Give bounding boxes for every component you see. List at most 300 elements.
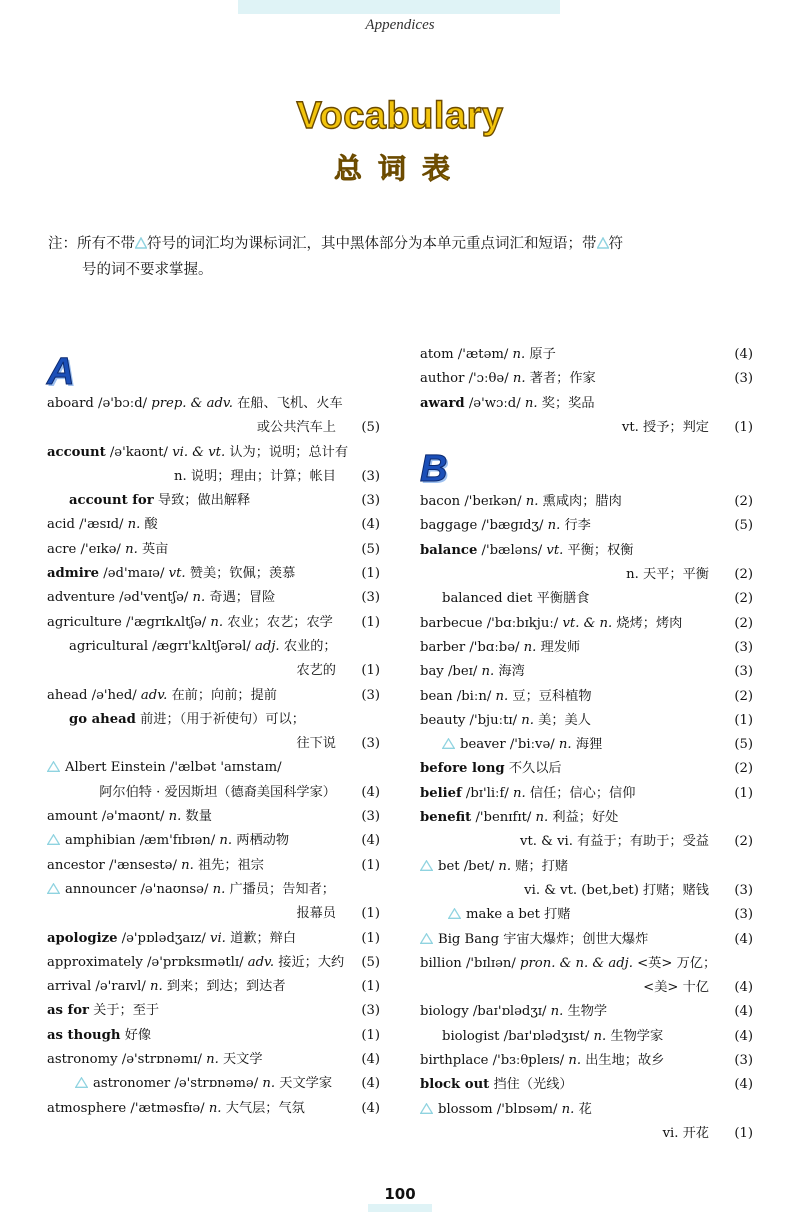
vocab-entry bbox=[47, 951, 380, 975]
entry-headword: Big Bang bbox=[438, 931, 500, 947]
vocab-entry bbox=[420, 1098, 753, 1122]
entry-definition: 生物学 bbox=[563, 1004, 608, 1020]
entry-pronunciation: /bɪ'liːf/ bbox=[461, 785, 509, 801]
entry-continuation-text: <美> 十亿 bbox=[643, 980, 709, 996]
entry-headword: baggage bbox=[420, 518, 478, 534]
vocab-entry bbox=[420, 587, 753, 611]
entry-continuation bbox=[47, 465, 380, 489]
entry-headword: Albert Einstein bbox=[65, 760, 166, 776]
vocab-entry bbox=[47, 878, 380, 902]
unit-number: (3) bbox=[734, 639, 753, 655]
entry-definition: 海狸 bbox=[571, 737, 603, 753]
entry-definition: 生物学家 bbox=[606, 1028, 664, 1044]
entry-pronunciation: /'ætəm/ bbox=[453, 347, 509, 362]
unit-number: (4) bbox=[361, 833, 380, 849]
entry-headword: barber bbox=[420, 639, 466, 655]
unit-number: (1) bbox=[361, 930, 380, 946]
entry-pronunciation: /ə'raɪvl/ bbox=[91, 979, 146, 995]
unit-number: (3) bbox=[734, 907, 753, 923]
entry-headword: belief bbox=[420, 785, 462, 801]
vocab-entry bbox=[47, 1024, 380, 1048]
entry-part-of-speech: n. bbox=[589, 1028, 607, 1044]
note-text-1: 注：所有不带 bbox=[48, 236, 135, 252]
entry-part-of-speech: pron. & n. & adj. bbox=[515, 955, 633, 971]
vocab-entry bbox=[47, 441, 380, 465]
entry-part-of-speech: adv. bbox=[243, 954, 275, 970]
vocab-entry bbox=[420, 757, 753, 781]
entry-headword: balance bbox=[420, 542, 478, 558]
entry-pronunciation: /ə'maʊnt/ bbox=[97, 809, 165, 825]
unit-number: (5) bbox=[361, 420, 380, 436]
running-header: Appendices bbox=[365, 17, 435, 33]
section-letter-b: B bbox=[420, 448, 448, 491]
unit-number: (4) bbox=[361, 1076, 380, 1092]
vocab-entry bbox=[420, 539, 753, 563]
entry-headword: astronomy bbox=[47, 1052, 118, 1068]
entry-part-of-speech: n. bbox=[120, 541, 138, 557]
entry-pronunciation: /'ɔːθə/ bbox=[464, 371, 509, 387]
entry-definition: 平衡膳食 bbox=[532, 591, 590, 607]
entry-pronunciation: /əd'ventʃə/ bbox=[114, 590, 189, 606]
vocab-entry bbox=[420, 733, 753, 757]
entry-headword: go ahead bbox=[69, 711, 136, 727]
entry-definition: 广播员；告知者； bbox=[225, 881, 335, 897]
entry-definition: 烧烤；烤肉 bbox=[612, 615, 683, 631]
entry-headword: adventure bbox=[47, 590, 115, 606]
note-paragraph bbox=[48, 231, 764, 283]
entry-headword: as for bbox=[47, 1003, 89, 1019]
vocab-entry bbox=[47, 829, 380, 853]
vocab-entry bbox=[47, 975, 380, 999]
entry-headword: acid bbox=[47, 517, 75, 533]
vocab-entry bbox=[47, 927, 380, 951]
vocab-entry bbox=[420, 343, 753, 367]
entry-part-of-speech: prep. & adv. bbox=[147, 396, 233, 411]
unit-number: (5) bbox=[361, 541, 380, 557]
vocab-entry bbox=[47, 635, 380, 659]
vocab-entry bbox=[420, 1025, 753, 1049]
entry-definition: 在前；向前；提前 bbox=[167, 687, 277, 703]
unit-number: (4) bbox=[734, 347, 753, 362]
entry-headword: arrival bbox=[47, 979, 92, 995]
entry-definition: 赞美；钦佩；羡慕 bbox=[185, 566, 296, 582]
entry-headword: admire bbox=[47, 566, 100, 582]
vocab-entry bbox=[420, 782, 753, 806]
vocab-entry bbox=[47, 538, 380, 562]
unit-number: (3) bbox=[734, 882, 753, 898]
entry-pronunciation: /bet/ bbox=[459, 858, 495, 874]
entry-pronunciation: /'blɒsəm/ bbox=[492, 1101, 558, 1117]
entry-part-of-speech: n. bbox=[206, 614, 224, 630]
entry-pronunciation: /'bɪlɪən/ bbox=[461, 955, 516, 971]
unit-number: (1) bbox=[361, 566, 380, 582]
entry-definition: 接近；大约 bbox=[274, 954, 345, 970]
entry-definition: 信任；信心；信仰 bbox=[525, 785, 636, 801]
unit-number: (5) bbox=[734, 737, 753, 753]
entry-part-of-speech: adv. bbox=[136, 687, 168, 703]
entry-definition: 熏咸肉；腊肉 bbox=[538, 494, 622, 510]
unit-number: (3) bbox=[361, 809, 380, 825]
triangle-icon bbox=[47, 761, 60, 772]
unit-number: (4) bbox=[361, 1052, 380, 1068]
entry-pronunciation: /ægrɪ'kʌltʃərəl/ bbox=[148, 638, 251, 654]
unit-number: (3) bbox=[734, 371, 753, 387]
entry-definition: 美；美人 bbox=[533, 712, 591, 728]
entry-part-of-speech: n. bbox=[491, 688, 509, 704]
entry-headword: as though bbox=[47, 1027, 121, 1043]
entry-continuation-text: 或公共汽车上 bbox=[256, 420, 336, 436]
entry-pronunciation: /'biːvə/ bbox=[505, 737, 555, 753]
triangle-icon bbox=[420, 860, 433, 871]
entry-continuation bbox=[420, 563, 753, 587]
vocab-entry bbox=[47, 805, 380, 829]
vocab-entry bbox=[47, 611, 380, 635]
vocab-entry bbox=[47, 684, 380, 708]
entry-part-of-speech: n. bbox=[519, 639, 537, 655]
entry-pronunciation: /'bæləns/ bbox=[477, 542, 543, 558]
entry-definition: 海湾 bbox=[494, 664, 525, 680]
entry-headword: bacon bbox=[420, 494, 461, 510]
entry-headword: astronomer bbox=[93, 1076, 171, 1092]
unit-number: (4) bbox=[361, 784, 380, 800]
entry-definition: 大气层；气氛 bbox=[221, 1100, 305, 1116]
unit-number: (3) bbox=[361, 736, 380, 752]
entry-part-of-speech: n. bbox=[201, 1052, 219, 1068]
triangle-icon bbox=[597, 237, 609, 249]
unit-number: (2) bbox=[734, 688, 753, 704]
entry-headword: agricultural bbox=[69, 638, 149, 654]
entry-definition: 平衡；权衡 bbox=[563, 542, 634, 558]
note-text-4: 号的词不要求掌握。 bbox=[82, 262, 213, 278]
entry-pronunciation: /ə'strɒnəmɪ/ bbox=[117, 1052, 202, 1068]
entry-headword: blossom bbox=[438, 1101, 493, 1117]
vocab-entry bbox=[420, 1000, 753, 1024]
entry-definition: 奖；奖品 bbox=[537, 395, 595, 411]
entry-headword: beauty bbox=[420, 712, 466, 728]
triangle-icon bbox=[442, 738, 455, 749]
entry-pronunciation: /baɪ'ɒlədʒɪ/ bbox=[468, 1004, 547, 1020]
entry-continuation bbox=[47, 732, 380, 756]
entry-definition: 行李 bbox=[560, 518, 591, 534]
entry-continuation bbox=[47, 781, 380, 805]
entry-part-of-speech: adj. bbox=[250, 638, 280, 654]
entry-part-of-speech: n. bbox=[123, 517, 141, 533]
entry-part-of-speech: n. bbox=[557, 1101, 575, 1117]
entry-pronunciation: /'bɜːθpleɪs/ bbox=[488, 1053, 565, 1069]
entry-pronunciation: /ə'wɔːd/ bbox=[464, 395, 521, 411]
entry-part-of-speech: vt. bbox=[164, 566, 186, 582]
vocab-entry bbox=[47, 756, 380, 780]
unit-number: (1) bbox=[361, 857, 380, 873]
entry-definition: 打赌 bbox=[539, 907, 571, 923]
entry-definition: 农业；农艺；农学 bbox=[223, 614, 333, 630]
triangle-icon bbox=[135, 237, 147, 249]
entry-headword: make a bet bbox=[466, 907, 540, 923]
vocab-entry bbox=[47, 999, 380, 1023]
triangle-icon bbox=[47, 883, 60, 894]
entry-continuation bbox=[47, 659, 380, 683]
entry-part-of-speech: n. bbox=[543, 518, 561, 534]
entry-part-of-speech: vi. bbox=[205, 930, 226, 946]
entry-headword: bet bbox=[438, 858, 460, 874]
entry-pronunciation: /biːn/ bbox=[452, 688, 492, 704]
unit-number: (2) bbox=[734, 834, 753, 850]
entry-pronunciation: /ə'hed/ bbox=[87, 687, 137, 703]
unit-number: (2) bbox=[734, 494, 753, 510]
entry-definition: 原子 bbox=[525, 347, 556, 362]
note-text-2: 符号的词汇均为课标词汇，其中黑体部分为本单元重点词汇和短语；带 bbox=[147, 236, 597, 252]
vocab-entry bbox=[420, 367, 753, 391]
vocab-entry bbox=[420, 952, 753, 976]
vocab-entry bbox=[47, 586, 380, 610]
page-number: 100 bbox=[384, 1185, 416, 1203]
entry-part-of-speech: n. bbox=[188, 590, 206, 606]
entry-pronunciation: /'bɑːbɪkjuː/ bbox=[482, 615, 559, 631]
entry-definition: 奇遇；冒险 bbox=[205, 590, 276, 606]
vocab-entry bbox=[420, 1049, 753, 1073]
entry-definition: 农业的； bbox=[279, 638, 337, 654]
entry-part-of-speech: vt. bbox=[542, 542, 564, 558]
entry-continuation-text: 阿尔伯特 · 爱因斯坦（德裔美国科学家） bbox=[99, 784, 336, 800]
entry-part-of-speech: n. bbox=[215, 833, 233, 849]
entry-definition: 天文学家 bbox=[275, 1076, 333, 1092]
entry-definition: <英> 万亿； bbox=[632, 955, 717, 971]
entry-pronunciation: /'ætməsfɪə/ bbox=[126, 1100, 205, 1116]
entry-part-of-speech: n. bbox=[494, 858, 512, 874]
triangle-icon bbox=[448, 908, 461, 919]
entry-definition: 认为；说明；总计有 bbox=[225, 444, 349, 460]
right-column bbox=[420, 343, 753, 1146]
vocab-entry bbox=[47, 562, 380, 586]
entry-pronunciation: /əd'maɪə/ bbox=[99, 566, 165, 582]
entry-definition: 关于；至于 bbox=[88, 1003, 160, 1019]
entry-pronunciation: /'ælbət 'aɪnstaɪn/ bbox=[165, 760, 282, 776]
entry-definition: 英亩 bbox=[137, 541, 169, 557]
entry-pronunciation: /ə'pɒlədʒaɪz/ bbox=[117, 930, 206, 946]
entry-continuation-text: vt. & vi. 有益于；有助于；受益 bbox=[520, 834, 709, 850]
unit-number: (3) bbox=[734, 1053, 753, 1069]
entry-headword: amount bbox=[47, 809, 98, 825]
entry-continuation bbox=[47, 902, 380, 926]
entry-part-of-speech: n. bbox=[258, 1076, 276, 1092]
unit-number: (5) bbox=[361, 954, 380, 970]
entry-headword: account bbox=[47, 444, 106, 460]
unit-number: (1) bbox=[361, 906, 380, 922]
entry-part-of-speech: n. bbox=[208, 881, 226, 897]
entry-headword: acre bbox=[47, 541, 77, 557]
entry-part-of-speech: n. bbox=[517, 712, 534, 728]
entry-definition: 两栖动物 bbox=[232, 833, 290, 849]
vocab-entry bbox=[47, 513, 380, 537]
entry-headword: benefit bbox=[420, 810, 472, 826]
unit-number: (4) bbox=[734, 980, 753, 996]
entry-headword: announcer bbox=[65, 881, 137, 897]
entry-continuation bbox=[420, 879, 753, 903]
vocab-entry bbox=[47, 392, 380, 416]
page-subtitle-chinese: 总词表 bbox=[333, 152, 466, 185]
unit-number: (3) bbox=[361, 468, 380, 484]
unit-number: (2) bbox=[734, 615, 753, 631]
entry-headword: amphibian bbox=[65, 833, 136, 849]
entry-pronunciation: /'bjuːtɪ/ bbox=[465, 712, 518, 728]
unit-number: (3) bbox=[734, 664, 753, 680]
entry-headword: atom bbox=[420, 347, 454, 362]
entry-headword: author bbox=[420, 371, 465, 387]
vocab-entry bbox=[420, 855, 753, 879]
triangle-icon bbox=[420, 933, 433, 944]
unit-number: (4) bbox=[361, 1100, 380, 1116]
entry-pronunciation: /ə'kaʊnt/ bbox=[105, 444, 169, 460]
entry-definition: 理发师 bbox=[536, 639, 581, 655]
unit-number: (1) bbox=[734, 712, 753, 728]
vocab-entry bbox=[420, 660, 753, 684]
entry-headword: biology bbox=[420, 1004, 469, 1020]
entry-part-of-speech: n. bbox=[554, 737, 572, 753]
unit-number: (4) bbox=[734, 1028, 753, 1044]
entry-continuation-text: n. 天平；平衡 bbox=[626, 567, 709, 583]
unit-number: (4) bbox=[734, 1077, 753, 1093]
unit-number: (4) bbox=[734, 931, 753, 947]
entry-headword: agriculture bbox=[47, 614, 122, 630]
vocab-entry bbox=[47, 854, 380, 878]
entry-pronunciation: /ə'bɔːd/ bbox=[93, 396, 148, 411]
unit-number: (4) bbox=[361, 517, 380, 533]
entry-continuation bbox=[420, 830, 753, 854]
entry-part-of-speech: n. bbox=[521, 494, 539, 510]
entry-pronunciation: /'bɑːbə/ bbox=[465, 639, 520, 655]
entry-pronunciation: /ə'prɒksɪmətlɪ/ bbox=[142, 954, 244, 970]
entry-definition: 豆；豆科植物 bbox=[508, 688, 592, 704]
entry-part-of-speech: n. bbox=[176, 857, 194, 873]
unit-number: (4) bbox=[734, 1004, 753, 1020]
vocab-entry bbox=[420, 709, 753, 733]
entry-part-of-speech: n. bbox=[546, 1004, 564, 1020]
unit-number: (1) bbox=[361, 614, 380, 630]
vocab-entry bbox=[47, 1072, 380, 1096]
entry-headword: barbecue bbox=[420, 615, 483, 631]
vocab-entry bbox=[420, 514, 753, 538]
entry-part-of-speech: n. bbox=[508, 785, 526, 801]
entry-continuation bbox=[420, 1122, 753, 1146]
entry-definition: 好像 bbox=[120, 1027, 152, 1043]
entry-part-of-speech: n. bbox=[204, 1100, 222, 1116]
entry-definition: 天文学 bbox=[218, 1052, 263, 1068]
entry-headword: balanced diet bbox=[442, 591, 533, 607]
unit-number: (1) bbox=[734, 1125, 753, 1141]
entry-continuation-text: vt. 授予；判定 bbox=[621, 419, 709, 435]
entry-definition: 到来；到达；到达者 bbox=[162, 979, 286, 995]
unit-number: (1) bbox=[361, 979, 380, 995]
entry-part-of-speech: n. bbox=[145, 979, 163, 995]
entry-pronunciation: /'benɪfɪt/ bbox=[471, 810, 532, 826]
entry-headword: bean bbox=[420, 688, 453, 704]
entry-definition: 出生地；故乡 bbox=[581, 1053, 665, 1069]
entry-headword: apologize bbox=[47, 930, 118, 946]
entry-definition: 挡住（光线） bbox=[489, 1077, 573, 1093]
vocab-entry bbox=[420, 636, 753, 660]
entry-pronunciation: /'bægɪdʒ/ bbox=[477, 518, 544, 534]
entry-headword: approximately bbox=[47, 954, 143, 970]
entry-definition: 在船、飞机、火车 bbox=[232, 396, 343, 411]
unit-number: (1) bbox=[361, 1027, 380, 1043]
vocab-entry bbox=[420, 806, 753, 830]
entry-pronunciation: /ə'naʊnsə/ bbox=[136, 881, 209, 897]
entry-continuation-text: 农艺的 bbox=[296, 663, 336, 679]
entry-part-of-speech: vi. & vt. bbox=[168, 444, 226, 460]
b-entries bbox=[420, 490, 753, 1146]
left-column bbox=[47, 392, 380, 1121]
vocab-entry bbox=[420, 1073, 753, 1097]
top-decorative-bar bbox=[238, 0, 560, 14]
entry-pronunciation: /baɪ'ɒlədʒɪst/ bbox=[499, 1028, 590, 1044]
triangle-icon bbox=[47, 834, 60, 845]
entry-definition: 导致；做出解释 bbox=[153, 493, 251, 509]
a-entries-continued bbox=[420, 343, 753, 440]
entry-part-of-speech: n. bbox=[564, 1053, 582, 1069]
entry-headword: before long bbox=[420, 761, 505, 777]
entry-definition: 利益；好处 bbox=[548, 810, 619, 826]
unit-number: (3) bbox=[361, 590, 380, 606]
vocab-entry bbox=[47, 708, 380, 732]
vocab-entry bbox=[420, 612, 753, 636]
vocab-entry bbox=[420, 392, 753, 416]
unit-number: (3) bbox=[361, 687, 380, 703]
note-text-3: 符 bbox=[608, 236, 623, 252]
entry-part-of-speech: n. bbox=[520, 395, 538, 411]
entry-definition: 赌；打赌 bbox=[511, 858, 569, 874]
triangle-icon bbox=[420, 1103, 433, 1114]
entry-definition: 道歉；辩白 bbox=[225, 930, 297, 946]
entry-part-of-speech: n. bbox=[508, 371, 526, 387]
vocab-entry bbox=[47, 489, 380, 513]
vocab-entry bbox=[47, 1048, 380, 1072]
entry-continuation bbox=[420, 416, 753, 440]
entry-definition: 祖先；祖宗 bbox=[193, 857, 264, 873]
unit-number: (2) bbox=[734, 591, 753, 607]
unit-number: (1) bbox=[361, 663, 380, 679]
entry-part-of-speech: n. bbox=[164, 809, 182, 825]
entry-headword: bay bbox=[420, 664, 444, 680]
entry-pronunciation: /æm'fɪbɪən/ bbox=[135, 833, 216, 849]
entry-pronunciation: /'ægrɪkʌltʃə/ bbox=[121, 614, 207, 630]
entry-headword: atmosphere bbox=[47, 1100, 127, 1116]
unit-number: (1) bbox=[734, 785, 753, 801]
vocab-entry bbox=[420, 903, 753, 927]
entry-pronunciation: /ə'strɒnəmə/ bbox=[170, 1076, 259, 1092]
section-letter-a: A bbox=[47, 351, 75, 393]
entry-headword: aboard bbox=[47, 396, 94, 411]
entry-definition: 酸 bbox=[140, 517, 158, 533]
entry-definition: 花 bbox=[574, 1101, 592, 1117]
entry-headword: block out bbox=[420, 1077, 490, 1093]
unit-number: (5) bbox=[734, 518, 753, 534]
entry-part-of-speech: n. bbox=[531, 810, 549, 826]
entry-definition: 不久以后 bbox=[504, 761, 562, 777]
entry-headword: account for bbox=[69, 493, 154, 509]
entry-continuation-text: n. 说明；理由；计算；帐目 bbox=[174, 468, 336, 484]
entry-continuation-text: 往下说 bbox=[296, 736, 336, 752]
entry-continuation-text: vi. & vt. (bet,bet) 打赌；赌钱 bbox=[524, 882, 709, 898]
entry-definition: 数量 bbox=[181, 809, 212, 825]
unit-number: (2) bbox=[734, 567, 753, 583]
page-title: Vocabulary bbox=[296, 95, 504, 137]
entry-definition: 宇宙大爆炸；创世大爆炸 bbox=[499, 931, 649, 947]
entry-headword: award bbox=[420, 395, 465, 411]
vocab-entry bbox=[420, 490, 753, 514]
vocab-entry bbox=[47, 1097, 380, 1121]
entry-continuation-text: vi. 开花 bbox=[662, 1125, 709, 1141]
entry-pronunciation: /'æsɪd/ bbox=[74, 517, 124, 533]
